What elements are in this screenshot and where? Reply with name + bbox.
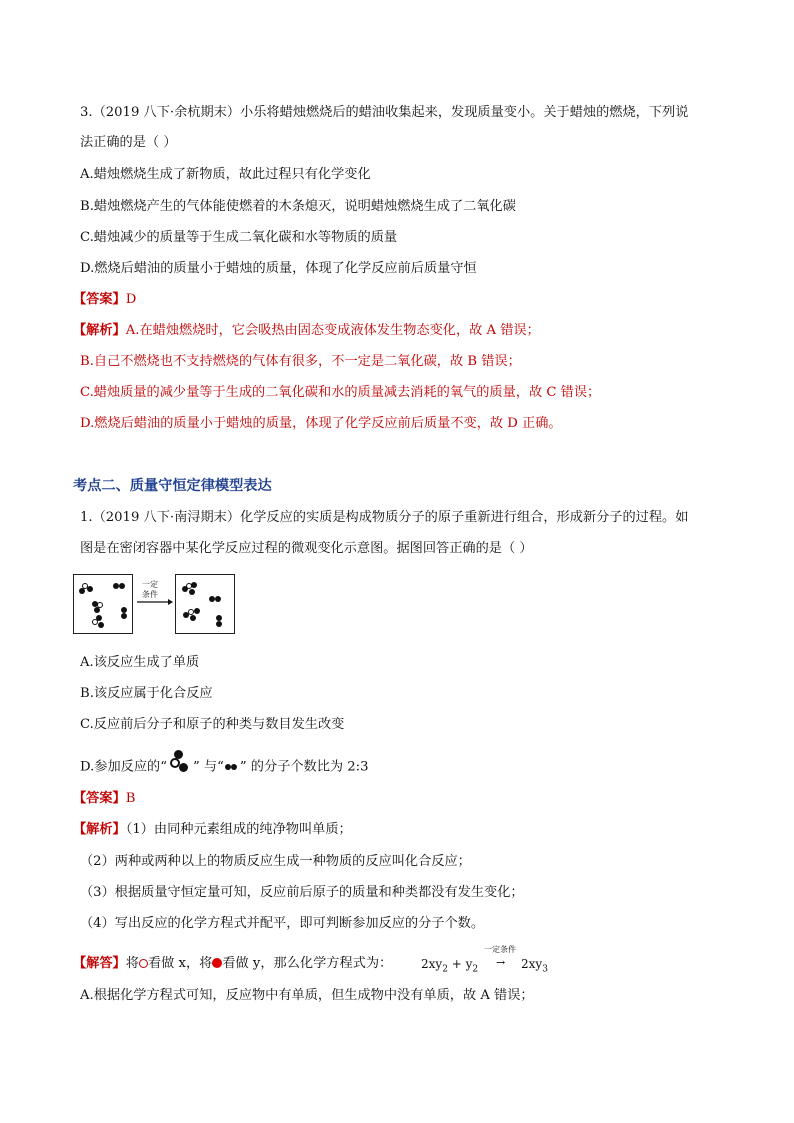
- arrow-label-bottom: 条件: [142, 590, 158, 599]
- chemical-equation: [421, 956, 478, 977]
- solution-p3: 看做 y，那么化学方程式为：: [222, 956, 393, 971]
- q3-stem-line1: 3.（2019 八下·余杭期末）小乐将蜡烛燃烧后的蜡油收集起来，发现质量变小。关于蜡烛的燃烧，下列说: [80, 105, 689, 120]
- black-atom: [189, 589, 195, 595]
- hollow-circle-icon: [139, 959, 148, 968]
- section-title: 考点二、质量守恒定律模型表达: [73, 478, 272, 494]
- analysis-text: A.在蜡烛燃烧时，它会吸热由固态变成液体发生物态变化，故 A 错误；: [125, 323, 540, 338]
- q1-analysis-4: （4）写出反应的化学方程式并配平，即可判断参加反应的分子个数。: [80, 916, 485, 931]
- eq-sub1: 2: [442, 964, 448, 975]
- black-atom: [191, 582, 197, 588]
- q1-analysis-2: （2）两种或两种以上的物质反应生成一种物质的反应叫化合反应；: [80, 854, 471, 869]
- black-atom: [194, 608, 200, 614]
- diatomic-molecule-icon: [224, 762, 240, 772]
- q1-option-a: A.该反应生成了单质: [80, 655, 200, 670]
- eq-plus: + y: [447, 957, 473, 971]
- q3-analysis-b: B.自己不燃烧也不支持燃烧的气体有很多，不一定是二氧化碳，故 B 错误；: [80, 354, 521, 369]
- q3-option-d: D.燃烧后蜡油的质量小于蜡烛的质量，体现了化学反应前后质量守恒: [80, 261, 477, 276]
- black-atom: [183, 612, 189, 618]
- q1-option-d: [80, 758, 369, 777]
- q3-option-a: A.蜡烛燃烧生成了新物质，故此过程只有化学变化: [80, 167, 371, 182]
- black-atom: [216, 621, 222, 627]
- q1-solution-a: A.根据化学方程式可知，反应物中有单质，但生成物中没有单质，故 A 错误；: [80, 988, 534, 1003]
- q1-stem-line2: 图是在密闭容器中某化学反应过程的微观变化示意图。据图回答正确的是（ ）: [80, 541, 533, 556]
- solution-p2: 看做 x，将: [147, 956, 213, 971]
- q1-solution: [73, 955, 392, 973]
- q3-analysis-a: [73, 322, 540, 340]
- q3-stem-line2: 法正确的是（ ）: [80, 135, 177, 150]
- solution-p1: 将: [125, 956, 139, 971]
- black-atom: [119, 583, 125, 589]
- q1-answer: [73, 790, 135, 808]
- q3-option-b: B.蜡烛燃烧产生的气体能使燃着的木条熄灭，说明蜡烛燃烧生成了二氧化碳: [80, 199, 516, 214]
- black-atom: [87, 586, 93, 592]
- option-d-prefix: D.参加反应的“: [80, 759, 167, 775]
- eq-sub3: 3: [542, 964, 548, 975]
- analysis-text: （1）由同种元素组成的纯净物叫单质；: [125, 822, 352, 837]
- solution-tag: 【解答】: [73, 956, 126, 971]
- after-box: [175, 574, 235, 634]
- arrow-label-top: 一定: [142, 580, 158, 589]
- eq-arrow-icon: →: [496, 956, 506, 969]
- black-atom: [96, 615, 102, 621]
- q3-option-c: C.蜡烛减少的质量等于生成二氧化碳和水等物质的质量: [80, 230, 398, 245]
- black-atom: [98, 622, 104, 628]
- option-d-mid: ” 与“: [192, 759, 224, 775]
- analysis-tag: 【解析】: [73, 822, 126, 837]
- triatomic-molecule-icon: [167, 758, 193, 776]
- q3-analysis-d: D.燃烧后蜡油的质量小于蜡烛的质量，体现了化学反应前后质量不变，故 D 正确。: [80, 416, 562, 431]
- q3-answer: [73, 291, 136, 309]
- eq-product: [521, 956, 548, 977]
- black-atom: [121, 613, 127, 619]
- answer-value: D: [125, 292, 137, 307]
- q1-stem-line1: 1.（2019 八下·南浔期末）化学反应的实质是构成物质分子的原子重新进行组合，形成新分子的过程。如: [80, 510, 689, 525]
- q1-analysis-3: （3）根据质量守恒定量可知，反应前后原子的质量和种类都没有发生变化；: [80, 885, 524, 900]
- eq-sub2: 2: [472, 964, 479, 975]
- eq-left: 2xy: [421, 957, 443, 971]
- black-atom: [215, 596, 221, 602]
- before-box: [73, 574, 133, 634]
- answer-tag: 【答案】: [73, 791, 126, 806]
- eq-condition: 一定条件: [484, 945, 516, 954]
- q1-option-c: C.反应前后分子和原子的种类与数目发生改变: [80, 717, 345, 732]
- q1-analysis-1: [73, 821, 352, 839]
- solid-circle-icon: [212, 958, 222, 968]
- analysis-tag: 【解析】: [73, 323, 126, 338]
- answer-value: B: [125, 791, 136, 806]
- q1-option-b: B.该反应属于化合反应: [80, 686, 213, 701]
- eq-right: 2xy: [521, 957, 543, 971]
- reaction-arrow-icon: [136, 598, 174, 606]
- black-atom: [182, 586, 188, 592]
- black-atom: [94, 607, 100, 613]
- black-atom: [79, 588, 85, 594]
- answer-tag: 【答案】: [73, 292, 126, 307]
- option-d-suffix: ” 的分子个数比为 2:3: [239, 759, 369, 775]
- black-atom: [190, 615, 196, 621]
- q3-analysis-c: C.蜡烛质量的减少量等于生成的二氧化碳和水的质量减去消耗的氧气的质量，故 C 错误；: [80, 385, 601, 400]
